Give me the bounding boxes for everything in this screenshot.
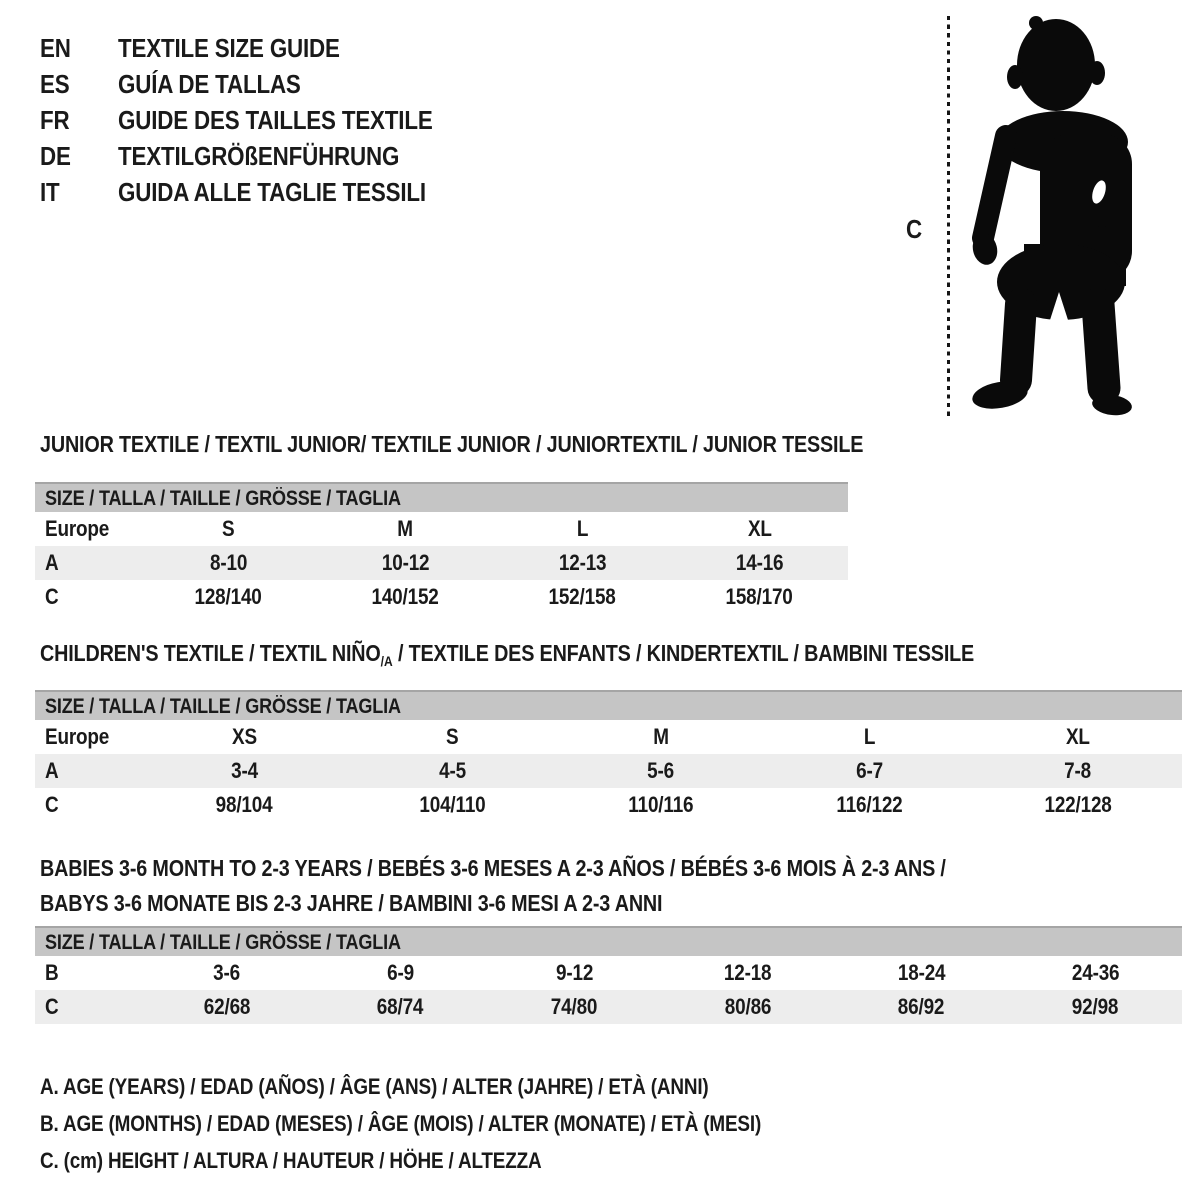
language-code: EN bbox=[40, 32, 71, 63]
value-cell: 12-18 bbox=[724, 960, 772, 985]
value-cell: 3-4 bbox=[230, 758, 258, 783]
junior-size-table bbox=[35, 482, 848, 614]
language-title: GUIDE DES TAILLES TEXTILE bbox=[118, 104, 433, 135]
value-cell: 3-6 bbox=[213, 960, 241, 985]
value-cell: 74/80 bbox=[550, 994, 598, 1019]
value-cell: 4-5 bbox=[439, 758, 467, 783]
value-cell: 98/104 bbox=[215, 792, 273, 817]
language-code: IT bbox=[40, 176, 60, 207]
size-cell: S bbox=[446, 724, 459, 749]
value-cell: 116/122 bbox=[836, 792, 903, 817]
row-label: A bbox=[45, 550, 59, 575]
value-cell: 152/158 bbox=[548, 584, 617, 609]
language-code: ES bbox=[40, 68, 70, 99]
value-cell: 14-16 bbox=[735, 550, 784, 575]
children-size-table bbox=[35, 690, 1182, 822]
babies-size-table bbox=[35, 926, 1182, 1024]
row-label: C bbox=[45, 792, 59, 817]
language-title: TEXTILE SIZE GUIDE bbox=[118, 32, 340, 63]
language-code: DE bbox=[40, 140, 71, 171]
value-cell: 10-12 bbox=[381, 550, 430, 575]
babies-section-title: BABIES 3-6 MONTH TO 2-3 YEARS / BEBÉS 3-6 MESES A 2-3 AÑOS / BÉBÉS 3-6 MOIS À 2-3 ANS / BABYS 3-6 MONATE BIS 2-3 JAHRE / BAMBINI 3-6 MESI A 2-3 ANNI bbox=[40, 855, 946, 916]
table-row-age bbox=[35, 754, 1182, 788]
table-row-height bbox=[35, 788, 1182, 822]
language-code: FR bbox=[40, 104, 70, 135]
row-label: A bbox=[45, 758, 59, 783]
value-cell: 122/128 bbox=[1044, 792, 1112, 817]
value-cell: 86/92 bbox=[898, 994, 945, 1019]
table-row-height bbox=[35, 580, 848, 614]
table-size-header: SIZE / TALLA / TAILLE / GRÖSSE / TAGLIA bbox=[35, 482, 848, 512]
legend-line-a: A. AGE (YEARS) / EDAD (AÑOS) / ÂGE (ANS) / ALTER (JAHRE) / ETÀ (ANNI) bbox=[40, 1073, 709, 1099]
row-label: Europe bbox=[45, 724, 110, 749]
value-cell: 140/152 bbox=[371, 584, 440, 609]
baby-silhouette-icon bbox=[966, 16, 1150, 422]
value-cell: 24-36 bbox=[1071, 960, 1119, 985]
language-list bbox=[40, 30, 484, 210]
row-label: B bbox=[45, 960, 59, 985]
value-cell: 110/116 bbox=[628, 792, 694, 817]
value-cell: 9-12 bbox=[555, 960, 593, 985]
value-cell: 104/110 bbox=[419, 792, 486, 817]
legend bbox=[40, 1068, 878, 1179]
value-cell: 92/98 bbox=[1071, 994, 1119, 1019]
row-label: C bbox=[45, 994, 59, 1019]
value-cell: 158/170 bbox=[725, 584, 794, 609]
value-cell: 6-9 bbox=[387, 960, 414, 985]
language-title: TEXTILGRÖßENFÜHRUNG bbox=[118, 140, 400, 171]
junior-section-title: JUNIOR TEXTILE / TEXTIL JUNIOR/ TEXTILE JUNIOR / JUNIORTEXTIL / JUNIOR TESSILE bbox=[40, 431, 864, 457]
table-row-months bbox=[35, 956, 1182, 990]
table-row-europe bbox=[35, 720, 1182, 754]
children-section-title: CHILDREN'S TEXTILE / TEXTIL $NIÑO_{/A}$ / TEXTILE DES ENFANTS / KINDERTEXTIL / BAMBINI TESSILE bbox=[40, 640, 975, 669]
language-title: GUIDA ALLE TAGLIE TESSILI bbox=[118, 176, 426, 207]
value-cell: 7-8 bbox=[1064, 758, 1092, 783]
value-cell: 12-13 bbox=[558, 550, 607, 575]
table-row-age bbox=[35, 546, 848, 580]
value-cell: 5-6 bbox=[647, 758, 675, 783]
value-cell: 128/140 bbox=[194, 584, 263, 609]
value-cell: 68/74 bbox=[377, 994, 424, 1019]
size-cell: XL bbox=[747, 516, 772, 541]
value-cell: 6-7 bbox=[855, 758, 883, 783]
height-label: C bbox=[906, 214, 922, 244]
title-subscript: /A bbox=[380, 653, 393, 669]
size-cell: XS bbox=[231, 724, 257, 749]
language-row-it bbox=[40, 174, 484, 210]
table-row-europe bbox=[35, 512, 848, 546]
table-row-height bbox=[35, 990, 1182, 1024]
legend-line-b: B. AGE (MONTHS) / EDAD (MESES) / ÂGE (MOIS) / ALTER (MONATE) / ETÀ (MESI) bbox=[40, 1110, 762, 1136]
size-cell: M bbox=[397, 516, 414, 541]
language-row-de bbox=[40, 138, 484, 174]
language-row-es bbox=[40, 66, 484, 102]
table-size-header: SIZE / TALLA / TAILLE / GRÖSSE / TAGLIA bbox=[35, 926, 1182, 956]
size-cell: XL bbox=[1065, 724, 1090, 749]
size-cell: L bbox=[863, 724, 876, 749]
value-cell: 62/68 bbox=[203, 994, 251, 1019]
table-size-header: SIZE / TALLA / TAILLE / GRÖSSE / TAGLIA bbox=[35, 690, 1182, 720]
size-cell: S bbox=[222, 516, 235, 541]
row-label: Europe bbox=[45, 516, 110, 541]
value-cell: 8-10 bbox=[209, 550, 248, 575]
language-title: GUÍA DE TALLAS bbox=[118, 68, 301, 99]
row-label: C bbox=[45, 584, 59, 609]
language-row-en bbox=[40, 30, 484, 66]
value-cell: 80/86 bbox=[724, 994, 772, 1019]
size-cell: M bbox=[653, 724, 669, 749]
legend-line-c: C. (cm) HEIGHT / ALTURA / HAUTEUR / HÖHE / ALTEZZA bbox=[40, 1147, 542, 1173]
size-cell: L bbox=[576, 516, 589, 541]
value-cell: 18-24 bbox=[897, 960, 946, 985]
height-dashed-line bbox=[947, 16, 950, 418]
language-row-fr bbox=[40, 102, 484, 138]
